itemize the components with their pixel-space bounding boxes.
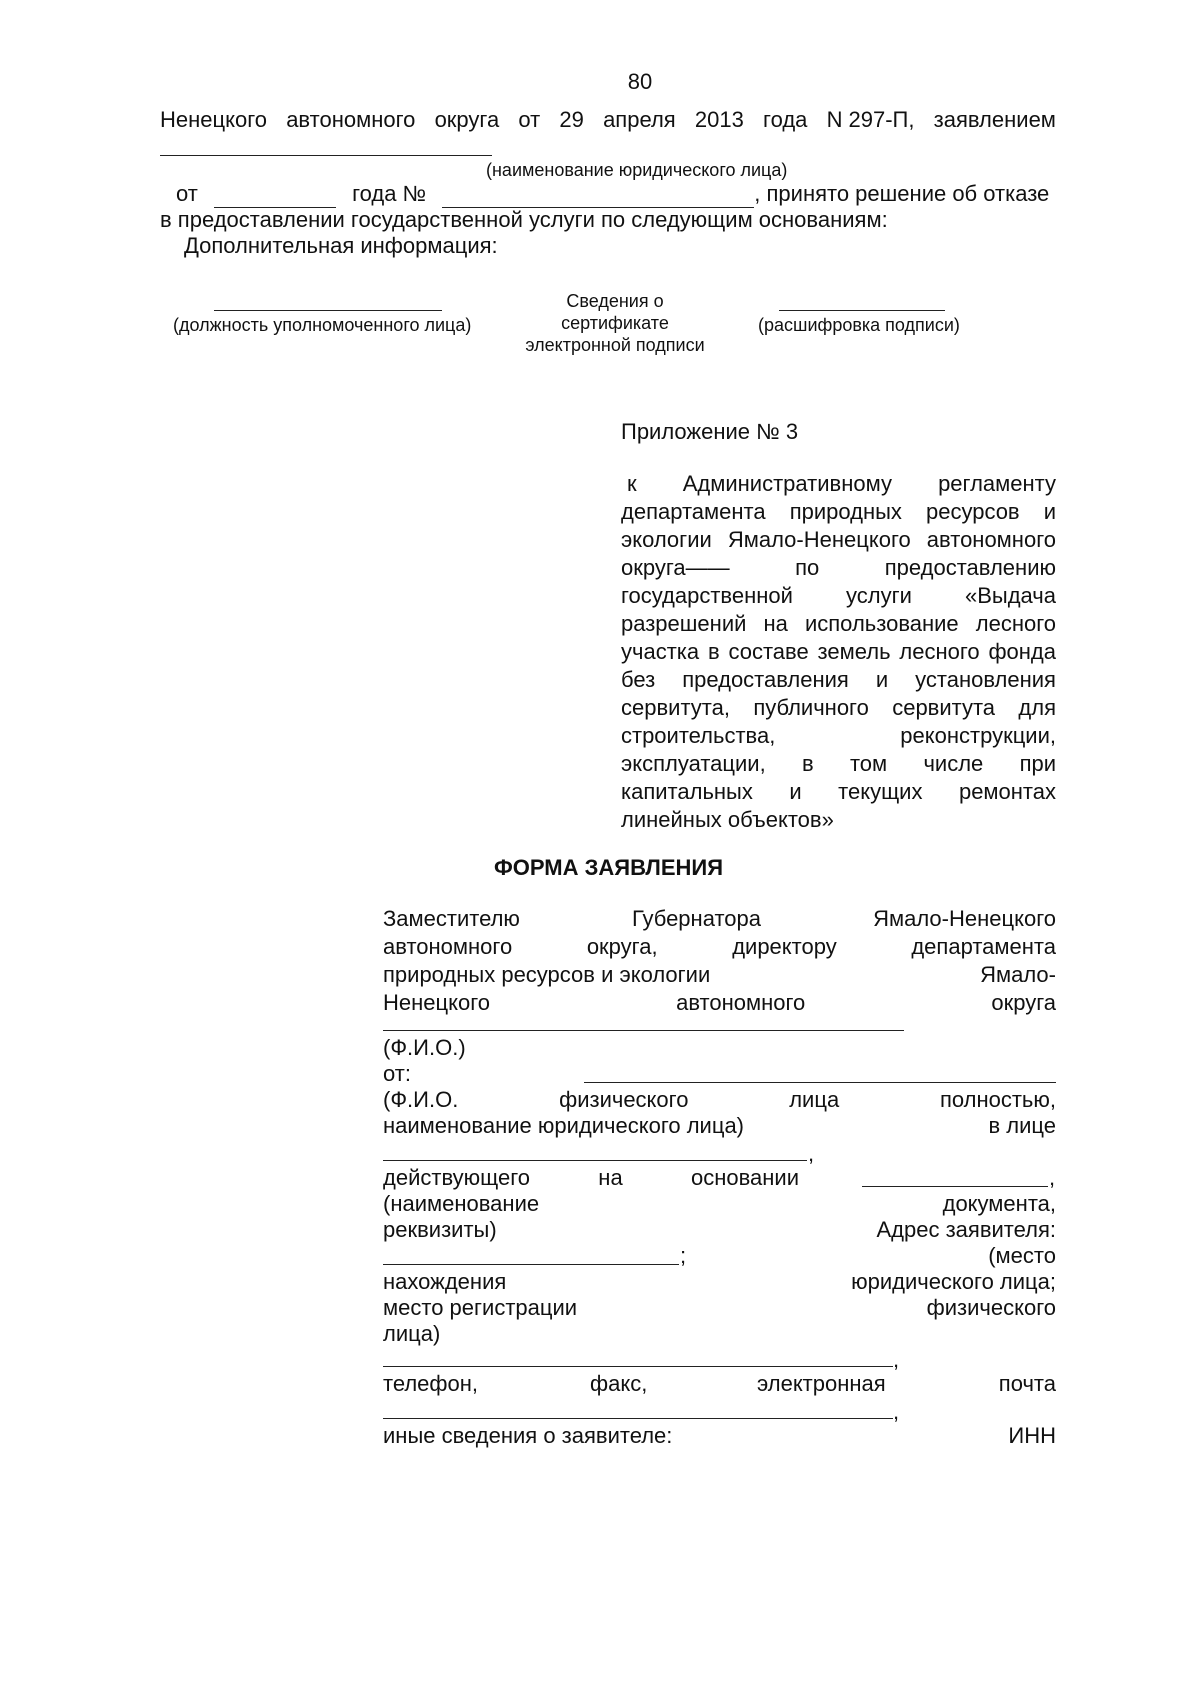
text-fragment: 297-П,: [848, 107, 915, 132]
legal-entity-caption: (наименование юридического лица): [486, 160, 788, 180]
text-fragment: директору: [732, 934, 837, 959]
text-fragment: (наименование: [383, 1191, 540, 1216]
text-fragment: на: [598, 1165, 623, 1190]
decoding-caption: (расшифровка подписи): [758, 315, 960, 335]
text-fragment: от: [176, 181, 198, 206]
text-fragment: сервитута: [892, 695, 996, 720]
document-line: [383, 1190, 1056, 1218]
text-fragment: (Ф.И.О.: [383, 1087, 459, 1112]
text-fragment: том: [849, 751, 888, 776]
text-fragment: иные сведения о заявителе:: [383, 1423, 673, 1448]
text-fragment: наименование юридического лица): [383, 1113, 745, 1138]
text-fragment: природных: [789, 499, 902, 524]
basis-underline: [862, 1186, 1048, 1187]
text-fragment: 2013: [694, 107, 744, 132]
position-underline: [214, 310, 442, 311]
text-fragment: округа,: [586, 934, 658, 959]
address-semicolon: ;: [680, 1243, 687, 1268]
text-fragment: департамента: [621, 499, 766, 524]
person-label: лица): [383, 1321, 441, 1346]
text-fragment: и: [1043, 499, 1056, 524]
text-fragment: лица: [789, 1087, 840, 1112]
text-fragment: автономного: [926, 527, 1056, 552]
from-label: от:: [383, 1061, 411, 1086]
text-fragment: «Выдача: [964, 583, 1056, 608]
representative-comma: ,: [808, 1141, 815, 1166]
text-fragment: года №: [352, 181, 427, 206]
text-fragment: от: [518, 107, 541, 132]
date-blank: [214, 185, 336, 208]
text-fragment: округа——: [621, 555, 730, 580]
fio-label: (Ф.И.О.): [383, 1035, 466, 1060]
text-fragment: в: [707, 639, 720, 664]
text-fragment: реконструкции,: [900, 723, 1056, 748]
text-fragment: , принято решение об отказе: [754, 181, 1050, 206]
text-fragment: публичного: [753, 695, 869, 720]
text-fragment: лесного: [975, 611, 1056, 636]
certificate-info: [505, 290, 725, 356]
text-fragment: линейных объектов»: [621, 807, 834, 832]
contacts-comma: ,: [893, 1347, 900, 1372]
text-fragment: использование: [804, 611, 959, 636]
text-fragment: апреля: [603, 107, 676, 132]
text-fragment: заявлением: [933, 107, 1056, 132]
registration-line: [383, 1294, 1056, 1322]
text-fragment: экологии: [621, 527, 712, 552]
text-fragment: Адрес заявителя:: [876, 1217, 1056, 1242]
text-fragment: место регистрации: [383, 1295, 578, 1320]
intro-line-5: Дополнительная информация:: [184, 233, 498, 258]
text-fragment: лесного: [899, 639, 980, 664]
text-fragment: Губернатора: [632, 906, 761, 931]
text-fragment: округа: [434, 107, 500, 132]
text-fragment: в: [802, 751, 814, 776]
requisites-line: [383, 1216, 1056, 1244]
text-fragment: земель: [817, 639, 891, 664]
text-fragment: на: [763, 611, 788, 636]
representative-underline: [383, 1160, 807, 1161]
text-fragment: физического: [559, 1087, 689, 1112]
text-fragment: полностью,: [939, 1087, 1056, 1112]
text-fragment: электронная: [757, 1371, 886, 1396]
text-fragment: без: [621, 667, 656, 692]
text-fragment: факс,: [590, 1371, 648, 1396]
text-fragment: фонда: [988, 639, 1056, 664]
intro-line-4: в предоставлении государственной услуги по следующим основаниям:: [160, 207, 888, 232]
text-fragment: 29: [559, 107, 584, 132]
text-fragment: предоставления: [682, 667, 849, 692]
text-fragment: Ямало-Ненецкого: [727, 527, 911, 552]
contacts-underline: [383, 1366, 893, 1367]
text-fragment: и: [789, 779, 802, 804]
applicant-line-1: [383, 1086, 1056, 1114]
text-fragment: нахождения: [383, 1269, 507, 1294]
text-fragment: капитальных: [621, 779, 753, 804]
from-underline: [584, 1082, 1056, 1083]
text-fragment: года: [763, 107, 808, 132]
text-fragment: сервитута,: [621, 695, 730, 720]
legal-entity-underline: [160, 155, 492, 156]
text-fragment: по: [795, 555, 820, 580]
fio-underline: [383, 1030, 904, 1031]
text-fragment: юридического лица;: [851, 1269, 1056, 1294]
text-fragment: Ямало-Ненецкого: [873, 906, 1056, 931]
intro-line-3: [176, 180, 1049, 208]
appendix-title: Приложение № 3: [621, 419, 799, 444]
address-underline: [383, 1264, 679, 1265]
text-fragment: для: [1018, 695, 1056, 720]
text-fragment: автономного: [286, 107, 416, 132]
text-fragment: строительства,: [621, 723, 776, 748]
intro-line-1: [160, 106, 1056, 134]
text-fragment: автономного: [676, 990, 806, 1015]
text-fragment: физического: [926, 1295, 1056, 1320]
form-heading: ФОРМА ЗАЯВЛЕНИЯ: [494, 855, 724, 880]
text-fragment: Сведения о: [566, 291, 664, 311]
other-info-line: [383, 1422, 1056, 1450]
number-blank: [442, 185, 754, 208]
text-fragment: департамента: [911, 934, 1056, 959]
form-addressee: [383, 905, 1056, 1017]
text-fragment: ИНН: [1008, 1423, 1056, 1448]
text-fragment: природных ресурсов и экологии: [383, 962, 711, 987]
text-fragment: Заместителю: [383, 906, 520, 931]
decoding-underline: [779, 310, 945, 311]
text-fragment: Ямало-: [980, 962, 1056, 987]
text-fragment: составе: [728, 639, 809, 664]
applicant-line-2: [383, 1112, 1056, 1140]
text-fragment: ремонтах: [958, 779, 1056, 804]
text-fragment: сертификате: [561, 313, 669, 333]
text-fragment: к: [627, 471, 637, 496]
basis-comma: ,: [1049, 1165, 1056, 1190]
position-caption: (должность уполномоченного лица): [173, 315, 472, 335]
text-fragment: телефон,: [383, 1371, 479, 1396]
text-fragment: текущих: [838, 779, 923, 804]
text-fragment: разрешений: [621, 611, 747, 636]
text-fragment: действующего: [383, 1165, 531, 1190]
text-fragment: установления: [915, 667, 1056, 692]
text-fragment: Административному: [682, 471, 892, 496]
other-info-comma: ,: [893, 1399, 900, 1424]
text-fragment: автономного: [383, 934, 513, 959]
appendix-text: [621, 470, 1056, 834]
location-line: [383, 1268, 1056, 1296]
text-fragment: предоставлению: [884, 555, 1056, 580]
text-fragment: эксплуатации,: [621, 751, 766, 776]
page-number: 80: [627, 69, 653, 94]
text-fragment: государственной: [621, 583, 793, 608]
text-fragment: числе: [923, 751, 984, 776]
other-info-underline: [383, 1418, 893, 1419]
text-fragment: Ненецкого: [160, 107, 267, 132]
text-fragment: документа,: [942, 1191, 1056, 1216]
text-fragment: округа: [991, 990, 1056, 1015]
text-fragment: участка: [621, 639, 700, 664]
text-fragment: ресурсов: [925, 499, 1020, 524]
text-fragment: при: [1019, 751, 1056, 776]
text-fragment: Ненецкого: [383, 990, 490, 1015]
text-fragment: в лице: [988, 1113, 1056, 1138]
text-fragment: регламенту: [938, 471, 1056, 496]
text-fragment: и: [875, 667, 889, 692]
acting-line: [383, 1164, 1056, 1192]
place-label: (место: [988, 1243, 1056, 1268]
text-fragment: основании: [690, 1165, 799, 1190]
text-fragment: электронной подписи: [525, 335, 705, 355]
text-fragment: реквизиты): [383, 1217, 497, 1242]
text-fragment: услуги: [846, 583, 912, 608]
text-fragment: N: [826, 107, 843, 132]
text-fragment: почта: [998, 1371, 1056, 1396]
